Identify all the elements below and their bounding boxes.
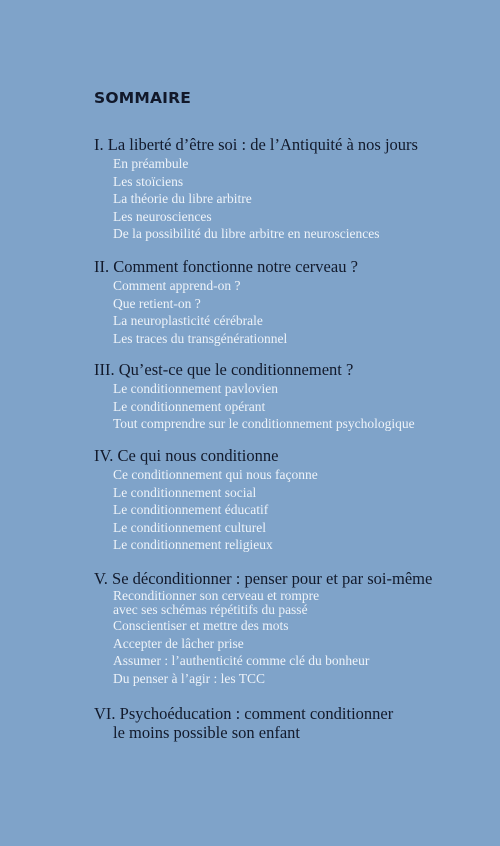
toc-item: Le conditionnement religieux [113, 537, 273, 552]
toc-heading: SOMMAIRE [94, 89, 192, 107]
toc-section-title-line: VI. Psychoéducation : comment conditionner [94, 704, 394, 723]
toc-section-title: II. Comment fonctionne notre cerveau ? [94, 257, 358, 276]
toc-item: Assumer : l’authenticité comme clé du bonheur [113, 653, 370, 668]
toc-item: En préambule [113, 156, 189, 171]
toc-section-title: IV. Ce qui nous conditionne [94, 446, 279, 465]
toc-section-4 [94, 446, 484, 554]
toc-item [94, 589, 484, 617]
toc-item: La neuroplasticité cérébrale [113, 313, 263, 328]
toc-section-title [94, 704, 484, 742]
toc-item-line: Reconditionner son cerveau et rompre [113, 588, 320, 603]
toc-item: La théorie du libre arbitre [113, 191, 252, 206]
toc-item-line: avec ses schémas répétitifs du passé [113, 602, 308, 617]
toc-item: Les neurosciences [113, 208, 212, 224]
toc-section-5 [94, 569, 484, 687]
toc-item: Le conditionnement pavlovien [113, 381, 278, 396]
toc-item: Le conditionnement culturel [113, 519, 266, 535]
toc-section-title: III. Qu’est-ce que le conditionnement ? [94, 360, 354, 379]
toc-item: De la possibilité du libre arbitre en neurosciences [113, 226, 380, 241]
toc-item: Du penser à l’agir : les TCC [113, 670, 265, 686]
toc-item: Tout comprendre sur le conditionnement psychologique [113, 416, 415, 431]
toc-item: Les stoïciens [113, 173, 184, 189]
toc-section-3 [94, 360, 484, 433]
toc-item: Ce conditionnement qui nous façonne [113, 467, 318, 482]
toc-item: Le conditionnement opérant [113, 398, 266, 414]
toc-item: Que retient-on ? [113, 295, 201, 311]
toc-item: Comment apprend-on ? [113, 278, 241, 293]
toc-section-6 [94, 704, 484, 743]
toc-item: Conscientiser et mettre des mots [113, 618, 289, 633]
toc-section-title-line: le moins possible son enfant [113, 723, 300, 742]
toc-item: Les traces du transgénérationnel [113, 330, 288, 346]
toc-section-title: V. Se déconditionner : penser pour et par soi-même [94, 569, 433, 588]
toc-item: Le conditionnement éducatif [113, 502, 269, 517]
toc-item: Le conditionnement social [113, 484, 257, 500]
toc-section-1 [94, 135, 484, 243]
toc-section-title: I. La liberté d’être soi : de l’Antiquité à nos jours [94, 135, 418, 154]
toc-item: Accepter de lâcher prise [113, 635, 244, 651]
toc-section-2 [94, 257, 484, 347]
